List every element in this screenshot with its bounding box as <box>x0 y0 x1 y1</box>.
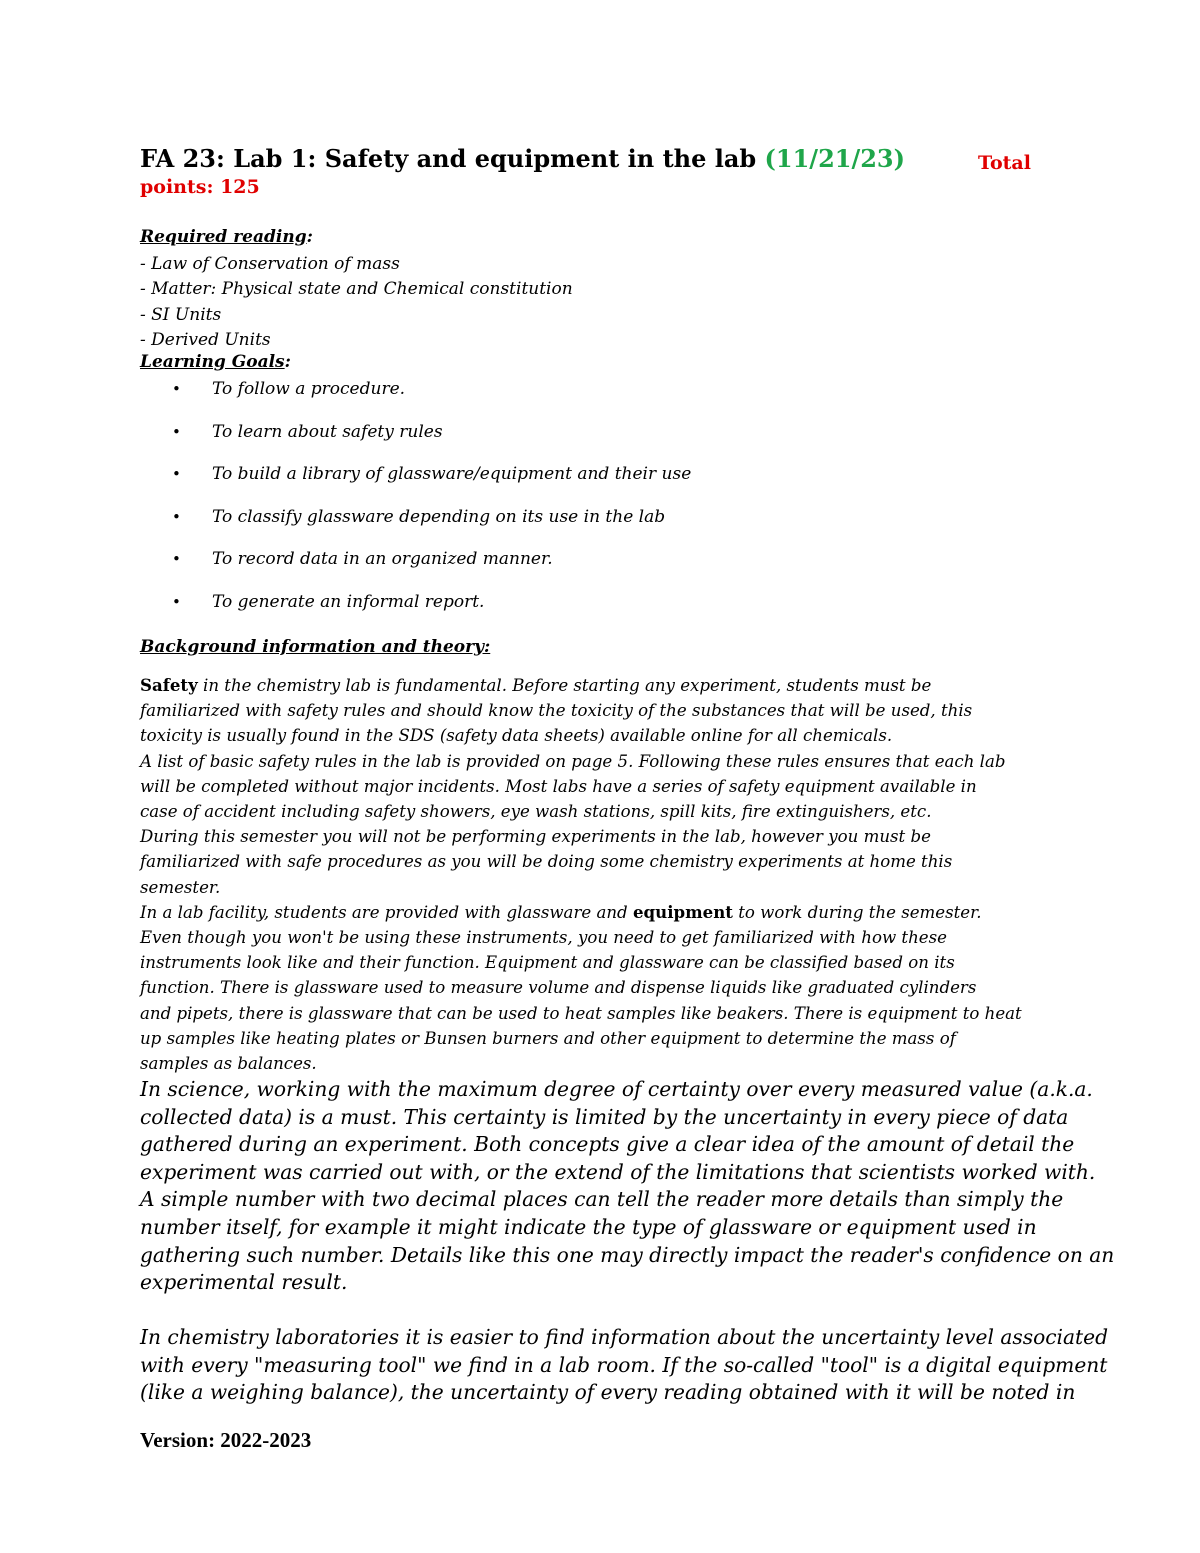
learning-goals-heading <box>140 352 291 372</box>
equipment-word: equipment <box>632 901 733 922</box>
paragraph-line: collected data) is a must. This certainty is limited by the uncertainty in every piece of data <box>140 1104 1069 1129</box>
paragraph-line: gathered during an experiment. Both concepts give a clear idea of the amount of detail the <box>140 1132 1075 1157</box>
paragraph-line: with every "measuring tool" we find in a lab room. If the so-called "tool" is a digital equipment <box>140 1352 1108 1377</box>
goal-text: To generate an informal report. <box>212 591 485 612</box>
paragraph-line: (like a weighing balance), the uncertainty of every reading obtained with it will be noted in <box>140 1380 1076 1405</box>
required-reading-list <box>140 252 573 353</box>
paragraph-line <box>140 673 1070 698</box>
line-rest: in the chemistry lab is fundamental. Before starting any experiment, students must be <box>197 676 932 695</box>
required-reading-colon: : <box>306 227 313 247</box>
background-paragraph <box>140 673 1070 1076</box>
bullet-icon: • <box>172 380 181 398</box>
uncertainty-paragraph <box>140 1324 1109 1407</box>
certainty-paragraph <box>140 1076 1115 1297</box>
paragraph-line: A simple number with two decimal places can tell the reader more details than simply the <box>140 1187 1064 1212</box>
learning-goals-colon: : <box>284 352 291 372</box>
paragraph-line: instruments look like and their function. Equipment and glassware can be classified based on its <box>140 953 955 973</box>
line-start: In a lab facility, students are provided with glassware and <box>140 902 633 922</box>
title-date: (11/21/23) <box>764 144 905 173</box>
line-end: to work during the semester. <box>732 902 982 922</box>
goal-text: To follow a procedure. <box>212 379 406 399</box>
paragraph-line: toxicity is usually found in the SDS (safety data sheets) available online for all chemicals. <box>140 726 893 746</box>
total-label: Total <box>978 152 1031 174</box>
required-reading-heading <box>140 227 313 247</box>
bullet-icon: • <box>172 422 181 441</box>
bullet-icon: • <box>172 465 181 483</box>
paragraph-line: Even though you won't be using these instruments, you need to get familiarized with how these <box>140 928 947 948</box>
goal-text: To build a library of glassware/equipment and their use <box>212 464 692 484</box>
paragraph-line: familiarized with safe procedures as you will be doing some chemistry experiments at home this <box>140 852 953 872</box>
bullet-icon: • <box>172 507 181 526</box>
background-heading: Background information and theory: <box>140 637 491 657</box>
paragraph-line: familiarized with safety rules and should know the toxicity of the substances that will be used, this <box>140 701 973 721</box>
goal-text: To learn about safety rules <box>212 421 443 442</box>
paragraph-line: A list of basic safety rules in the lab is provided on page 5. Following these rules ensures that each lab <box>140 751 1006 771</box>
reading-item: - SI Units <box>140 304 222 325</box>
paragraph-line: number itself, for example it might indicate the type of glassware or equipment used in <box>140 1214 1037 1239</box>
page-title <box>140 142 1040 176</box>
paragraph-line: case of accident including safety showers, eye wash stations, spill kits, fire extinguishers, etc. <box>140 802 932 822</box>
learning-goals-heading-text: Learning Goals <box>140 352 285 372</box>
bullet-icon: • <box>172 592 181 611</box>
goal-text: To classify glassware depending on its use in the lab <box>212 506 666 527</box>
paragraph-line: In chemistry laboratories it is easier to find information about the uncertainty level associated <box>140 1325 1109 1349</box>
paragraph-line: samples as balances. <box>140 1054 317 1074</box>
reading-item: - Matter: Physical state and Chemical constitution <box>140 279 573 300</box>
reading-item: - Law of Conservation of mass <box>140 254 400 274</box>
paragraph-line: In science, working with the maximum degree of certainty over every measured value (a.k.a. <box>140 1077 1093 1101</box>
paragraph-line: and pipets, there is glassware that can be used to heat samples like beakers. There is equipment to heat <box>140 1003 1022 1023</box>
version-footer: Version: 2022-2023 <box>140 1428 312 1452</box>
safety-word: Safety <box>140 675 198 695</box>
required-reading-heading-text: Required reading <box>140 227 307 247</box>
paragraph-line: gathering such number. Details like this one may directly impact the reader's confidence on an <box>140 1242 1115 1267</box>
paragraph-line: semester. <box>140 877 221 897</box>
paragraph-line: During this semester you will not be performing experiments in the lab, however you must be <box>140 827 931 847</box>
paragraph-line: experimental result. <box>140 1270 348 1295</box>
bullet-icon: • <box>172 550 181 568</box>
title-text: FA 23: Lab 1: Safety and equipment in the lab <box>140 144 757 173</box>
paragraph-line: will be completed without major incidents. Most labs have a series of safety equipment available in <box>140 776 977 796</box>
paragraph-line: experiment was carried out with, or the extend of the limitations that scientists worked with. <box>140 1159 1096 1184</box>
reading-item: - Derived Units <box>140 329 271 350</box>
points-label: points: 125 <box>140 176 260 198</box>
paragraph-line: function. There is glassware used to measure volume and dispense liquids like graduated cylinders <box>140 978 977 998</box>
paragraph-line: up samples like heating plates or Bunsen burners and other equipment to determine the mass of <box>140 1028 956 1048</box>
paragraph-line <box>140 900 1070 925</box>
goal-text: To record data in an organized manner. <box>212 549 553 569</box>
